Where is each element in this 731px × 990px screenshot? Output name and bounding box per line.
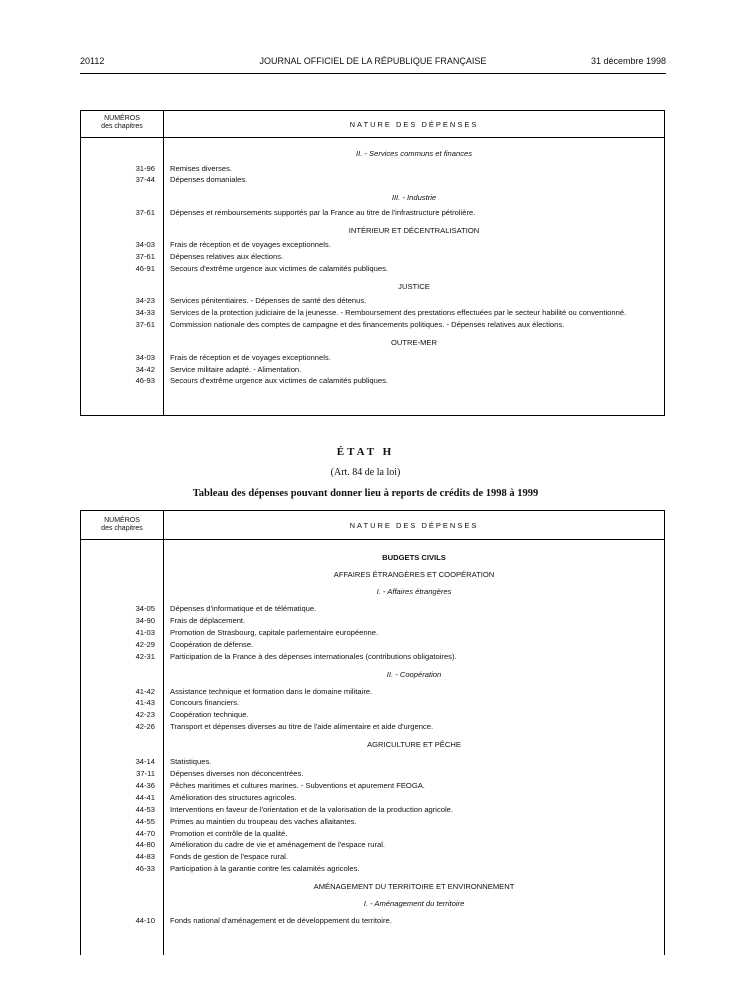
section-heading-text: JUSTICE xyxy=(398,281,430,291)
expense-label: Dépenses domaniales. xyxy=(170,175,248,185)
table-row xyxy=(81,603,664,615)
table-row xyxy=(81,915,664,927)
chapter-number: 34-03 xyxy=(135,352,155,362)
section-heading xyxy=(81,281,664,293)
page-number: 20112 xyxy=(80,56,105,66)
table-row xyxy=(81,828,664,840)
chapter-number: 46-33 xyxy=(135,864,155,874)
table-row xyxy=(81,768,664,780)
table-row xyxy=(81,639,664,651)
numeros-header-line2: des chapitres xyxy=(101,123,143,130)
chapter-number: 31-96 xyxy=(135,163,155,173)
expense-label: Primes au maintien du troupeau des vaches allaitantes. xyxy=(170,816,357,826)
table-row xyxy=(81,697,664,709)
expenses-table-2 xyxy=(80,510,665,955)
section-heading xyxy=(81,586,664,598)
chapter-number: 44-55 xyxy=(135,816,155,826)
table-row xyxy=(81,839,664,851)
table-row xyxy=(81,207,664,219)
nature-header: NATURE DES DÉPENSES xyxy=(349,120,479,129)
chapter-number: 34-90 xyxy=(135,615,155,625)
chapter-number: 34-05 xyxy=(135,604,155,613)
section-heading xyxy=(81,569,664,581)
section-heading xyxy=(81,552,664,564)
chapter-number: 46-91 xyxy=(135,264,155,273)
chapter-number: 46-93 xyxy=(135,376,155,386)
etat-title: ÉTAT H xyxy=(336,446,395,458)
chapter-number: 42-29 xyxy=(135,639,155,649)
table-row xyxy=(81,756,664,768)
section-heading-text: OUTRE-MER xyxy=(391,338,437,348)
expense-label: Dépenses relatives aux élections. xyxy=(170,252,284,262)
etat-subtitle: (Art. 84 de la loi) xyxy=(330,467,401,478)
table-row xyxy=(81,251,664,263)
chapter-number: 37-61 xyxy=(135,207,155,217)
chapter-number: 41-42 xyxy=(135,686,155,696)
page-header xyxy=(80,56,666,70)
expense-label: Concours financiers. xyxy=(170,698,240,708)
section-heading xyxy=(81,192,664,204)
chapter-number: 44-53 xyxy=(135,804,155,814)
expense-label: Fonds national d'aménagement et de développement du territoire. xyxy=(170,916,392,926)
expense-label: Coopération technique. xyxy=(170,710,249,720)
chapter-number: 37-11 xyxy=(136,769,155,778)
section-heading-text: AFFAIRES ÉTRANGÈRES ET COOPÉRATION xyxy=(333,570,495,579)
chapter-number: 34-03 xyxy=(135,240,155,250)
section-heading xyxy=(81,739,664,751)
expense-label: Dépenses d'informatique et de télématique. xyxy=(170,604,317,613)
section-heading-text: II. - Services communs et finances xyxy=(355,149,473,158)
table-header xyxy=(81,111,664,138)
expense-label: Promotion de Strasbourg, capitale parlementaire européenne. xyxy=(170,627,379,637)
table-row xyxy=(81,163,664,175)
table-row xyxy=(81,651,664,663)
expense-label: Pêches maritimes et cultures marines. - Subventions et apurement FEOGA. xyxy=(170,780,425,790)
expense-label: Interventions en faveur de l'orientation et de la valorisation de la production agricole. xyxy=(170,804,454,814)
chapter-number: 37-44 xyxy=(135,175,155,185)
nature-header: NATURE DES DÉPENSES xyxy=(349,521,479,530)
journal-title: JOURNAL OFFICIEL DE LA RÉPUBLIQUE FRANÇAISE xyxy=(259,56,487,66)
chapter-number: 34-42 xyxy=(135,364,155,374)
expense-label: Frais de déplacement. xyxy=(170,615,246,625)
expense-label: Frais de réception et de voyages exceptionnels. xyxy=(170,352,331,362)
expense-label: Amélioration des structures agricoles. xyxy=(170,792,297,802)
table-row xyxy=(81,174,664,186)
table-row xyxy=(81,792,664,804)
expense-label: Commission nationale des comptes de campagne et des financements politiques. - Dépenses relatives aux élections. xyxy=(170,320,565,330)
expenses-table-1 xyxy=(80,110,665,416)
chapter-number: 44-41 xyxy=(135,792,155,802)
table-row xyxy=(81,263,664,275)
table-row xyxy=(81,239,664,251)
table-row xyxy=(81,352,664,364)
chapter-number: 42-23 xyxy=(135,710,155,720)
table-row xyxy=(81,851,664,863)
numeros-header-line1: NUMÉROS xyxy=(104,115,140,122)
chapter-number: 34-33 xyxy=(135,308,155,318)
chapter-number: 41-43 xyxy=(135,698,155,708)
table-row xyxy=(81,780,664,792)
section-heading xyxy=(81,337,664,349)
section-heading-text: I. - Affaires étrangères xyxy=(376,587,452,596)
chapter-number: 41-03 xyxy=(135,627,155,637)
expense-label: Secours d'extrême urgence aux victimes de calamités publiques. xyxy=(170,264,388,273)
expense-label: Coopération de défense. xyxy=(170,639,254,649)
section-heading xyxy=(81,881,664,893)
expense-label: Remises diverses. xyxy=(170,163,233,173)
table-row xyxy=(81,615,664,627)
table-row xyxy=(81,816,664,828)
chapter-number: 34-23 xyxy=(135,296,155,306)
expense-label: Assistance technique et formation dans le domaine militaire. xyxy=(170,686,373,696)
numeros-header xyxy=(81,115,163,131)
section-heading xyxy=(81,669,664,681)
chapter-number: 44-36 xyxy=(135,780,155,790)
header-rule xyxy=(80,73,666,74)
expense-label: Dépenses et remboursements supportés par la France au titre de l'infrastructure pétrolière. xyxy=(170,207,476,217)
table-row xyxy=(81,709,664,721)
expense-label: Participation de la France à des dépenses internationales (contributions obligatoires). xyxy=(170,651,457,661)
table-header xyxy=(81,511,664,540)
table-row xyxy=(81,307,664,319)
expense-label: Secours d'extrême urgence aux victimes de calamités publiques. xyxy=(170,376,388,386)
table-row xyxy=(81,804,664,816)
section-heading-text: BUDGETS CIVILS xyxy=(382,553,446,562)
chapter-number: 34-14 xyxy=(135,757,155,767)
table-row xyxy=(81,721,664,733)
table-row xyxy=(81,686,664,698)
section-heading-text: AMÉNAGEMENT DU TERRITOIRE ET ENVIRONNEMENT xyxy=(313,882,515,892)
chapter-number: 44-70 xyxy=(135,828,155,838)
chapter-number: 37-61 xyxy=(135,252,155,262)
chapter-number: 44-10 xyxy=(135,916,155,926)
section-heading-text: II. - Coopération xyxy=(386,669,442,679)
numeros-header-line2: des chapitres xyxy=(101,525,143,532)
table-row xyxy=(81,364,664,376)
chapter-number: 37-61 xyxy=(135,320,155,330)
expense-label: Statistiques. xyxy=(170,757,212,767)
numeros-header xyxy=(81,517,163,533)
expense-label: Service militaire adapté. - Alimentation. xyxy=(170,364,302,374)
chapter-number: 44-80 xyxy=(135,840,155,850)
expense-label: Frais de réception et de voyages exceptionnels. xyxy=(170,240,331,250)
section-heading xyxy=(81,225,664,237)
chapter-number: 44-83 xyxy=(135,852,155,862)
expense-label: Amélioration du cadre de vie et aménagement de l'espace rural. xyxy=(170,840,386,850)
table-row xyxy=(81,863,664,875)
chapter-number: 42-31 xyxy=(135,651,155,661)
expense-label: Fonds de gestion de l'espace rural. xyxy=(170,852,288,862)
expense-label: Promotion et contrôle de la qualité. xyxy=(170,828,288,838)
expense-label: Services de la protection judiciaire de la jeunesse. - Remboursement des prestations effectuées par le secteur habilité ou conventionné. xyxy=(170,308,627,318)
table-row xyxy=(81,627,664,639)
section-heading-text: III. - Industrie xyxy=(391,193,437,203)
section-heading-text: AGRICULTURE ET PÊCHE xyxy=(367,740,461,750)
numeros-header-line1: NUMÉROS xyxy=(104,517,140,524)
section-heading-text: INTÉRIEUR ET DÉCENTRALISATION xyxy=(348,225,480,235)
table-row xyxy=(81,295,664,307)
expense-label: Services pénitentiaires. - Dépenses de santé des détenus. xyxy=(170,296,367,306)
expense-label: Dépenses diverses non déconcentrées. xyxy=(170,769,304,778)
section-heading-text: I. - Aménagement du territoire xyxy=(363,899,465,909)
chapter-number: 42-26 xyxy=(135,722,155,732)
section-heading xyxy=(81,148,664,160)
publication-date: 31 décembre 1998 xyxy=(590,56,666,66)
section-heading xyxy=(81,898,664,910)
expense-label: Participation à la garantie contre les calamités agricoles. xyxy=(170,864,360,874)
table-row xyxy=(81,375,664,387)
expense-label: Transport et dépenses diverses au titre de l'aide alimentaire et aide d'urgence. xyxy=(170,722,434,732)
etat-caption: Tableau des dépenses pouvant donner lieu à reports de crédits de 1998 à 1999 xyxy=(192,488,539,499)
table-row xyxy=(81,319,664,331)
